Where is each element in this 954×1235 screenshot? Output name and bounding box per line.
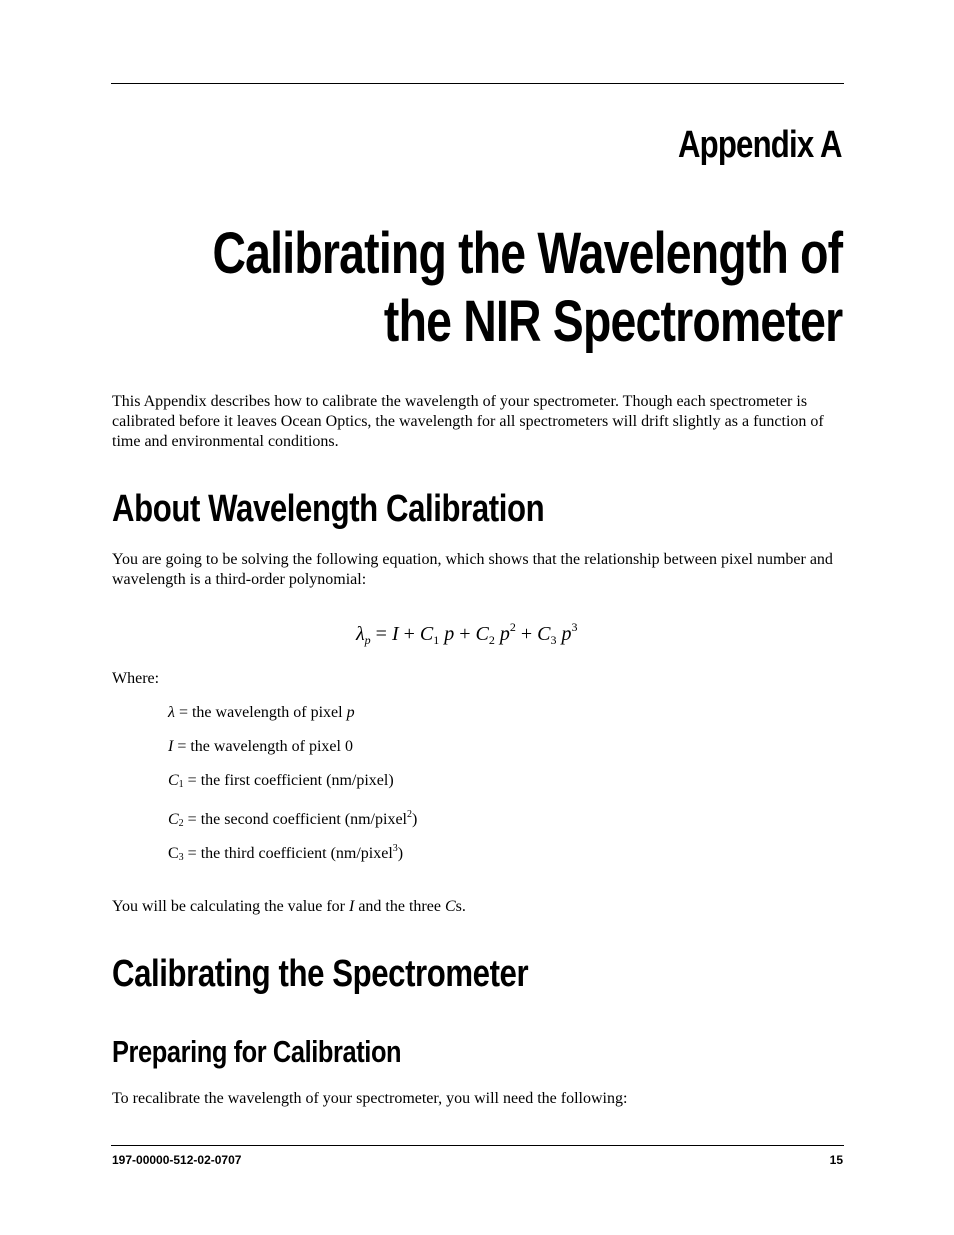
eq-lambda: λ <box>356 623 365 645</box>
eq-c3: C <box>537 623 551 645</box>
eq-p1: p <box>439 623 455 645</box>
def-symbol: C <box>168 845 179 862</box>
where-label: Where: <box>112 670 160 687</box>
definition-c1 <box>168 771 417 805</box>
eq-c1: C <box>419 623 434 645</box>
def-symbol: I <box>168 738 174 755</box>
chapter-title <box>212 220 842 356</box>
closing-sentence <box>112 897 847 917</box>
definition-lambda <box>168 703 417 737</box>
closing-c: C <box>444 898 456 915</box>
eq-p2: p <box>494 623 510 645</box>
def-close: ) <box>412 811 418 828</box>
closing-i: I <box>348 898 355 915</box>
def-symbol: λ <box>168 704 175 721</box>
eq-c2-sub: 2 <box>488 633 495 647</box>
def-text: = the wavelength of pixel <box>174 704 347 721</box>
eq-p3: p <box>556 623 572 645</box>
about-paragraph: You are going to be solving the following equation, which shows that the relationship between pixel number and wavelength is a third-order polynomial: <box>112 551 833 588</box>
footer-rule <box>111 1145 844 1146</box>
definition-c2 <box>168 805 417 839</box>
closing-post: s. <box>455 898 466 915</box>
def-tail: p <box>346 704 355 721</box>
eq-c3-sub: 3 <box>550 633 557 647</box>
eq-lambda-sub: p <box>364 633 371 647</box>
definition-i <box>168 737 417 771</box>
heading-calibrating-the-spectrometer: Calibrating the Spectrometer <box>112 953 529 995</box>
def-text: = the second coefficient (nm/pixel <box>183 811 407 828</box>
eq-c2: C <box>475 623 489 645</box>
eq-plus-2: + <box>454 623 476 645</box>
polynomial-equation <box>356 620 578 648</box>
def-text: = the third coefficient (nm/pixel <box>183 845 393 862</box>
eq-equals: = <box>370 623 392 645</box>
eq-c1-sub: 1 <box>433 633 440 647</box>
eq-plus-1: + <box>398 623 420 645</box>
footer-page-number: 15 <box>829 1153 843 1167</box>
footer-doc-number: 197-00000-512-02-0707 <box>112 1153 242 1167</box>
def-close: ) <box>397 845 404 862</box>
heading-about-wavelength-calibration: About Wavelength Calibration <box>112 488 545 530</box>
eq-p2-sup: 2 <box>509 620 516 634</box>
definitions-list <box>168 703 417 873</box>
def-sub: 2 <box>178 818 184 829</box>
eq-plus-3: + <box>515 623 538 645</box>
eq-p3-sup: 3 <box>571 620 578 634</box>
eq-i: I <box>391 623 399 645</box>
intro-paragraph: This Appendix describes how to calibrate the wavelength of your spectrometer. Though each spectrometer is calibrated before it leaves Ocean Optics, the wavelength for all spectrometers will drift slightly as a function of time and environmental conditions. <box>112 393 824 450</box>
calibrating-paragraph: To recalibrate the wavelength of your spectrometer, you will need the following: <box>112 1090 628 1107</box>
def-sup: 3 <box>392 843 398 854</box>
closing-pre: You will be calculating the value for <box>112 898 349 915</box>
chapter-title-line-1: Calibrating the Wavelength of <box>212 221 842 286</box>
def-sub: 1 <box>178 779 184 790</box>
definition-c3 <box>168 839 417 873</box>
subheading-preparing-for-calibration: Preparing for Calibration <box>112 1034 402 1069</box>
def-sup: 2 <box>407 809 412 820</box>
def-text: = the first coefficient (nm/pixel) <box>183 772 394 789</box>
def-symbol: C <box>168 811 179 828</box>
header-rule <box>111 83 844 84</box>
def-symbol: C <box>168 772 179 789</box>
closing-mid: and the three <box>354 898 445 915</box>
def-sub: 3 <box>178 852 184 863</box>
def-text: = the wavelength of pixel 0 <box>173 738 353 755</box>
chapter-title-line-2: the NIR Spectrometer <box>383 289 842 354</box>
appendix-label: Appendix A <box>678 124 842 166</box>
